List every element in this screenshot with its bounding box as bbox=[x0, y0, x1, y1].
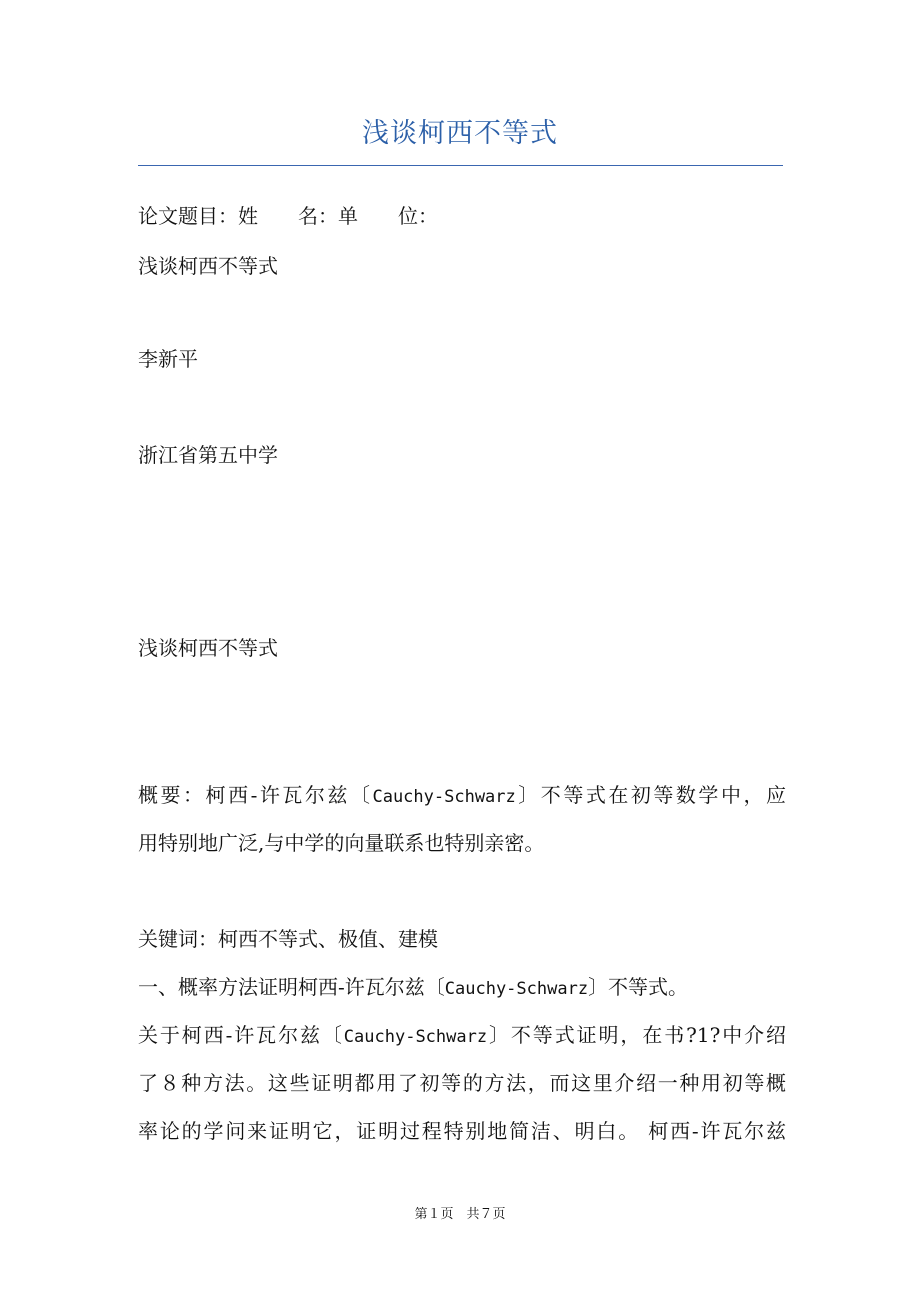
keywords-line: 关键词：柯西不等式、极值、建模 bbox=[138, 927, 438, 951]
document-title: 浅谈柯西不等式 bbox=[362, 118, 558, 149]
paragraph-line-3: 率论的学问来证明它，证明过程特别地简洁、明白。 柯西-许瓦尔兹 bbox=[138, 1119, 786, 1143]
page-number-footer: 第１页 共７页 bbox=[414, 1207, 506, 1222]
section-heading-1: 一、概率方法证明柯西-许瓦尔兹〔Cauchy-Schwarz〕不等式。 bbox=[138, 975, 689, 999]
author-name: 李新平 bbox=[138, 347, 198, 371]
meta-line: 论文题目：姓 名：单 位： bbox=[138, 204, 438, 228]
section-subtitle: 浅谈柯西不等式 bbox=[138, 636, 278, 660]
paper-title: 浅谈柯西不等式 bbox=[138, 254, 278, 278]
title-divider bbox=[138, 165, 783, 166]
abstract-line-1: 概要：柯西-许瓦尔兹〔Cauchy-Schwarz〕不等式在初等数学中，应 bbox=[138, 783, 786, 807]
affiliation: 浙江省第五中学 bbox=[138, 443, 278, 467]
paragraph-line-2: 了８种方法。这些证明都用了初等的方法，而这里介绍一种用初等概 bbox=[138, 1071, 786, 1095]
abstract-line-2: 用特别地广泛,与中学的向量联系也特别亲密。 bbox=[138, 831, 545, 855]
paragraph-line-1: 关于柯西-许瓦尔兹〔Cauchy-Schwarz〕不等式证明，在书?1?中介绍 bbox=[138, 1023, 786, 1047]
